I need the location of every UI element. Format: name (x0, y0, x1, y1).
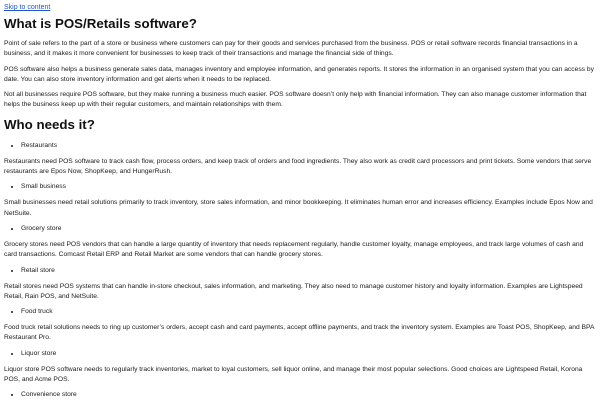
paragraph: Food truck retail solutions needs to ring up customer’s orders, accept cash and card payments, accept offline payments, and track the inventory system. Examples are Toast POS, ShopKeep, and BPA Restaurant Pro. (4, 324, 595, 342)
list-item-food-truck: • Food truck (21, 307, 596, 317)
paragraph: Retail stores need POS systems that can handle in-store checkout, sales information, and marketing. They also need to manage customer history and loyalty information. Examples are Lightspeed Retail, Rain POS, and NetSuite. (4, 282, 583, 300)
paragraph: Not all businesses require POS software, but they make running a business much easier. POS software doesn’t only help with financial information. They can also manage customer information that helps the business keep up with their regular customers, and maintain relationships with them. (4, 91, 587, 109)
list-item-retail-store: • Retail store (21, 266, 596, 276)
skip-to-content-link[interactable]: Skip to content (4, 4, 51, 11)
section-heading-what-is-pos: What is POS/Retails software? (4, 16, 197, 31)
bullet-list (4, 307, 596, 317)
list-item-convenience-store: • Convenience store (21, 390, 596, 400)
bullet-list (4, 390, 596, 400)
bullet-list (4, 349, 596, 359)
bullet-list (4, 182, 596, 192)
bullet-list (4, 224, 596, 234)
list-item-grocery-store: • Grocery store (21, 224, 596, 234)
paragraph: Small businesses need retail solutions primarily to track inventory, store sales information, and minor bookkeeping. It eliminates human error and increases efficiency. Examples include Epos Now and NetSuite. (4, 199, 593, 217)
paragraph: Restaurants need POS software to track cash flow, process orders, and keep track of orders and food ingredients. They also work as credit card processors and print tickets. Some vendors that serve restaurants are Epos Now, ShopKeep, and HungerRush. (4, 157, 592, 176)
paragraph: Grocery stores need POS vendors that can handle a large quantity of inventory that needs replacement regularly, handle customer loyalty, manage employees, and track large volumes of cash and card transactions. Comcast Retail ERP and Retail Market are some vendors that can handle grocery stores. (4, 240, 584, 259)
list-item-liquor-store: • Liquor store (21, 349, 596, 359)
article-content (4, 16, 596, 400)
bullet-list (4, 141, 596, 151)
bullet-list (4, 266, 596, 276)
list-item-small-business: • Small business (21, 182, 596, 192)
paragraph: POS software also helps a business generate sales data, manages inventory and employee information, and generates reports. It stores the information in an organised system that you can access by date. You can also store inventory information and get alerts when it needs to be replaced. (4, 65, 594, 83)
list-item-restaurants: • Restaurants (21, 141, 596, 151)
paragraph: Liquor store POS software needs to regularly track inventories, market to loyal customers, sell liquor online, and manage their most popular selections. Good choices are Lightspeed Retail, Korona POS, and Acme POS. (4, 365, 583, 384)
section-heading-who-needs-it: Who needs it? (4, 116, 95, 132)
paragraph: Point of sale refers to the part of a store or business where customers can pay for their goods and services purchased from the business. POS or retail software records financial transactions in a business, and it makes it more convenient for businesses to keep track of their transactions and manage the financial side of things. (4, 40, 578, 58)
